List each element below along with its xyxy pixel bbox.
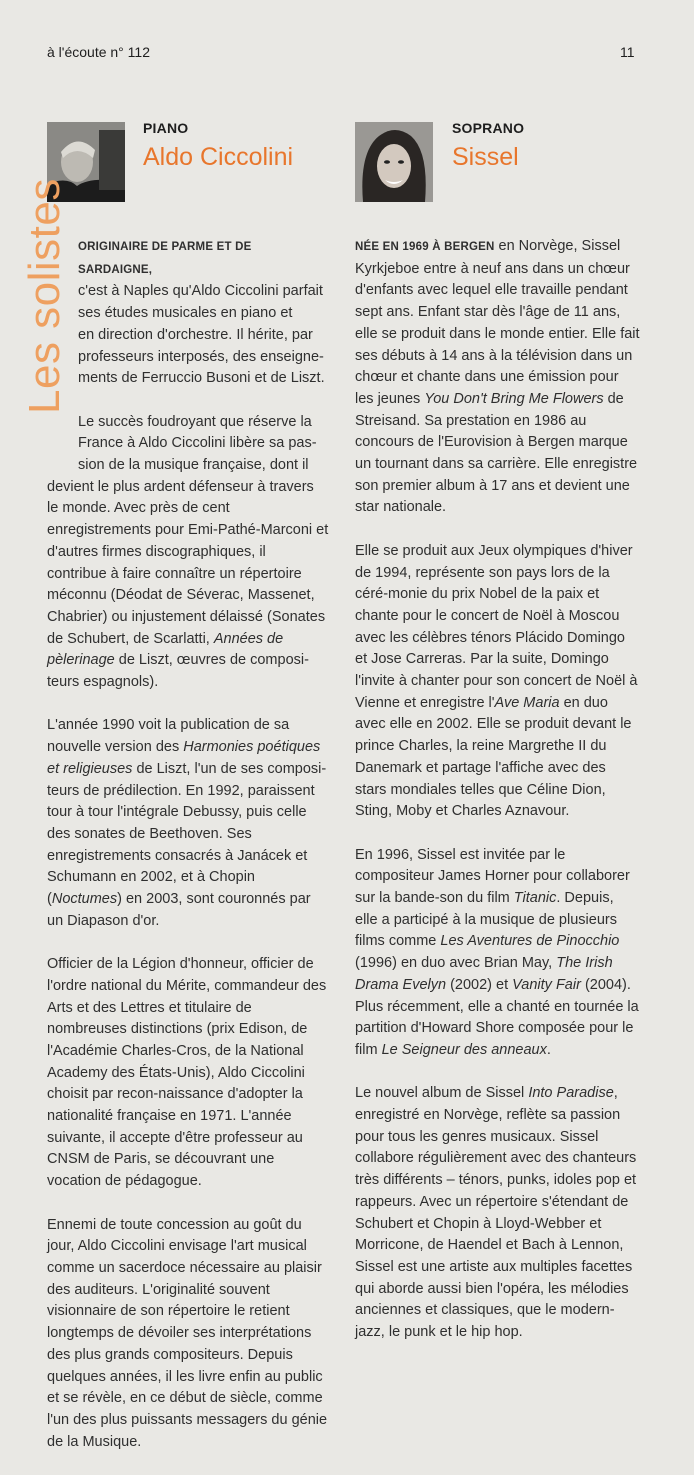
section-label: Les solistes xyxy=(20,178,69,414)
left-text: ) en 2003, sont couronnés par un Diapason d'or. xyxy=(47,891,311,929)
right-italic-title: Les Aventures de Pinocchio xyxy=(440,933,620,950)
right-intro-lead: NÉE EN 1969 À BERGEN xyxy=(355,241,495,253)
right-text: en duo avec elle en 2002. Elle se produit devant le prince Charles, la reine Margrethe II du Danemark et partage l'affiche avec des stars mondiales telles que Céline Dion, Sting, Moby et Charles Aznavour. xyxy=(355,694,632,820)
right-paragraph-3 xyxy=(355,845,640,1062)
left-line: Le succès foudroyant que réserve la xyxy=(78,413,312,430)
left-article xyxy=(47,236,329,1475)
right-italic-title: Le Seigneur des anneaux xyxy=(381,1041,547,1058)
right-text: . xyxy=(546,1041,551,1058)
left-text: de Liszt, œuvres de composi-teurs espagnols). xyxy=(47,652,309,691)
left-line: sion de la musique française, dont il xyxy=(78,457,309,474)
left-line: ments de Ferruccio Busoni et de Liszt. xyxy=(78,370,325,387)
page-number: 11 xyxy=(620,44,635,60)
right-italic-title: Titanic xyxy=(513,890,557,907)
right-text: . Depuis, elle a participé à la musique de plusieurs films comme xyxy=(355,890,617,950)
right-text: En 1996, Sissel est invitée par le compositeur James Horner pour collaborer sur la bande-son du film xyxy=(355,846,630,907)
left-category: PIANO xyxy=(143,120,189,136)
left-paragraph-1 xyxy=(47,236,329,390)
left-intro-lead: ORIGINAIRE DE PARME ET DE SARDAIGNE, xyxy=(78,241,252,276)
right-paragraph-1 xyxy=(355,236,640,519)
right-text: Le nouvel album de Sissel xyxy=(355,1085,529,1102)
left-soloist-name: Aldo Ciccolini xyxy=(143,143,294,171)
portrait-photo-woman xyxy=(355,122,433,202)
left-line: ses études musicales en piano et xyxy=(78,305,293,322)
right-text: , enregistré en Norvège, reflète sa passion pour tous les genres musicaux. Sissel collabore régulièrement avec des chanteurs très différents – ténors, punks, idoles pop et rappeurs. Avec un répertoire s'étendant de Schubert et Chopin à Lloyd-Webber et Morricone, de Haendel et Bach à Lennon, Sissel est une artiste aux multiples facettes qui aborde aussi bien l'opéra, les mélodies anciennes et classiques, que le modern-jazz, le punk et le hip hop. xyxy=(355,1085,637,1341)
right-article xyxy=(355,236,640,1366)
left-paragraph-3 xyxy=(47,715,329,932)
left-paragraph-4: Officier de la Légion d'honneur, officier de l'ordre national du Mérite, commandeur des Arts et des Lettres et titulaire de nombreuses distinctions (prix Edison, de l'Académie Charles-Cros, de la National Academy des États-Unis), Aldo Ciccolini choisit par recon-naissance d'adopter la nationalité française en 1971. L'année suivante, il accepte d'être professeur au CNSM de Paris, se découvrant une vocation de pédagogue. xyxy=(47,956,327,1190)
left-line: France à Aldo Ciccolini libère sa pas- xyxy=(78,435,317,452)
right-italic-title: Vanity Fair xyxy=(512,976,581,993)
right-text: en Norvège, Sissel Kyrkjeboe entre à neuf ans dans un chœur d'enfants avec lequel elle travaille pendant sept ans. Enfant star dès l'âge de 11 ans, elle se produit dans le monde entier. Elle fait ses débuts à 14 ans à la télévision dans un chœur et chante dans une émission pour les jeunes xyxy=(355,238,640,407)
right-italic-title: Into Paradise xyxy=(528,1085,614,1102)
left-text: de Liszt, l'un de ses composi-teurs de prédilection. En 1992, paraissent tour à tour l'intégrale Debussy, puis celle des sonates de Beethoven. Ses enregistrements consacrés à Janácek et Schumann en 2002, et à Chopin ( xyxy=(47,760,327,908)
right-italic-title: Ave Maria xyxy=(494,694,560,711)
right-paragraph-2 xyxy=(355,541,640,823)
right-italic-title: You Don't Bring Me Flowers xyxy=(424,390,604,407)
right-soloist-name: Sissel xyxy=(452,143,519,171)
right-text: (2004). Plus récemment, elle a chanté en tournée la partition d'Howard Shore composée pour le film xyxy=(355,976,639,1058)
right-text: (1996) en duo avec Brian May, xyxy=(355,955,557,972)
right-paragraph-4 xyxy=(355,1083,640,1343)
left-text: L'année 1990 voit la publication de sa nouvelle version des xyxy=(47,717,290,756)
right-category: SOPRANO xyxy=(452,120,525,136)
left-line: c'est à Naples qu'Aldo Ciccolini parfait xyxy=(78,283,323,300)
left-italic-title: Noctumes xyxy=(51,891,118,908)
right-text: de Streisand. Sa prestation en 1986 au concours de l'Eurovision à Bergen marque un tournant dans sa carrière. Elle enregistre son premier album à 17 ans et devient une star nationale. xyxy=(355,390,638,516)
right-text: Elle se produit aux Jeux olympiques d'hiver de 1994, représente son pays lors de la céré-monie du prix Nobel de la paix et chante pour le concert de Noël à Moscou avec les célèbres ténors Plácido Domingo et Jose Carreras. Par la suite, Domingo l'invite à chanter pour son concert de Noël à Vienne et enregistre l' xyxy=(355,542,638,711)
left-paragraph-5: Ennemi de toute concession au goût du jour, Aldo Ciccolini envisage l'art musical comme un sacerdoce nécessaire au plaisir des auditeurs. L'originalité souvent visionnaire de son répertoire le retient longtemps de dévoiler ses interprétations des plus grands compositeurs. Depuis quelques années, il les livre enfin au public et se révèle, en ce début de siècle, comme l'un des plus puissants messagers du génie de la Musique. xyxy=(47,1216,328,1450)
left-italic-title: Années de pèlerinage xyxy=(47,630,284,669)
magazine-issue-label: à l'écoute n° 112 xyxy=(47,44,150,60)
left-text: devient le plus ardent défenseur à travers le monde. Avec près de cent enregistrements pour Emi-Pathé-Marconi et d'autres firmes discographiques, il contribue à faire connaître un répertoire méconnu (Déodat de Séverac, Massenet, Chabrier) ou injustement délaissé (Sonates de Schubert, de Scarlatti, xyxy=(47,478,329,647)
left-line: professeurs interposés, des enseigne- xyxy=(78,348,324,365)
right-text: (2002) et xyxy=(446,976,513,993)
right-italic-title: The Irish Drama Evelyn xyxy=(355,955,613,993)
left-paragraph-2 xyxy=(47,412,329,694)
left-line: en direction d'orchestre. Il hérite, par xyxy=(78,326,313,343)
left-italic-title: Harmonies poétiques et religieuses xyxy=(47,739,321,777)
